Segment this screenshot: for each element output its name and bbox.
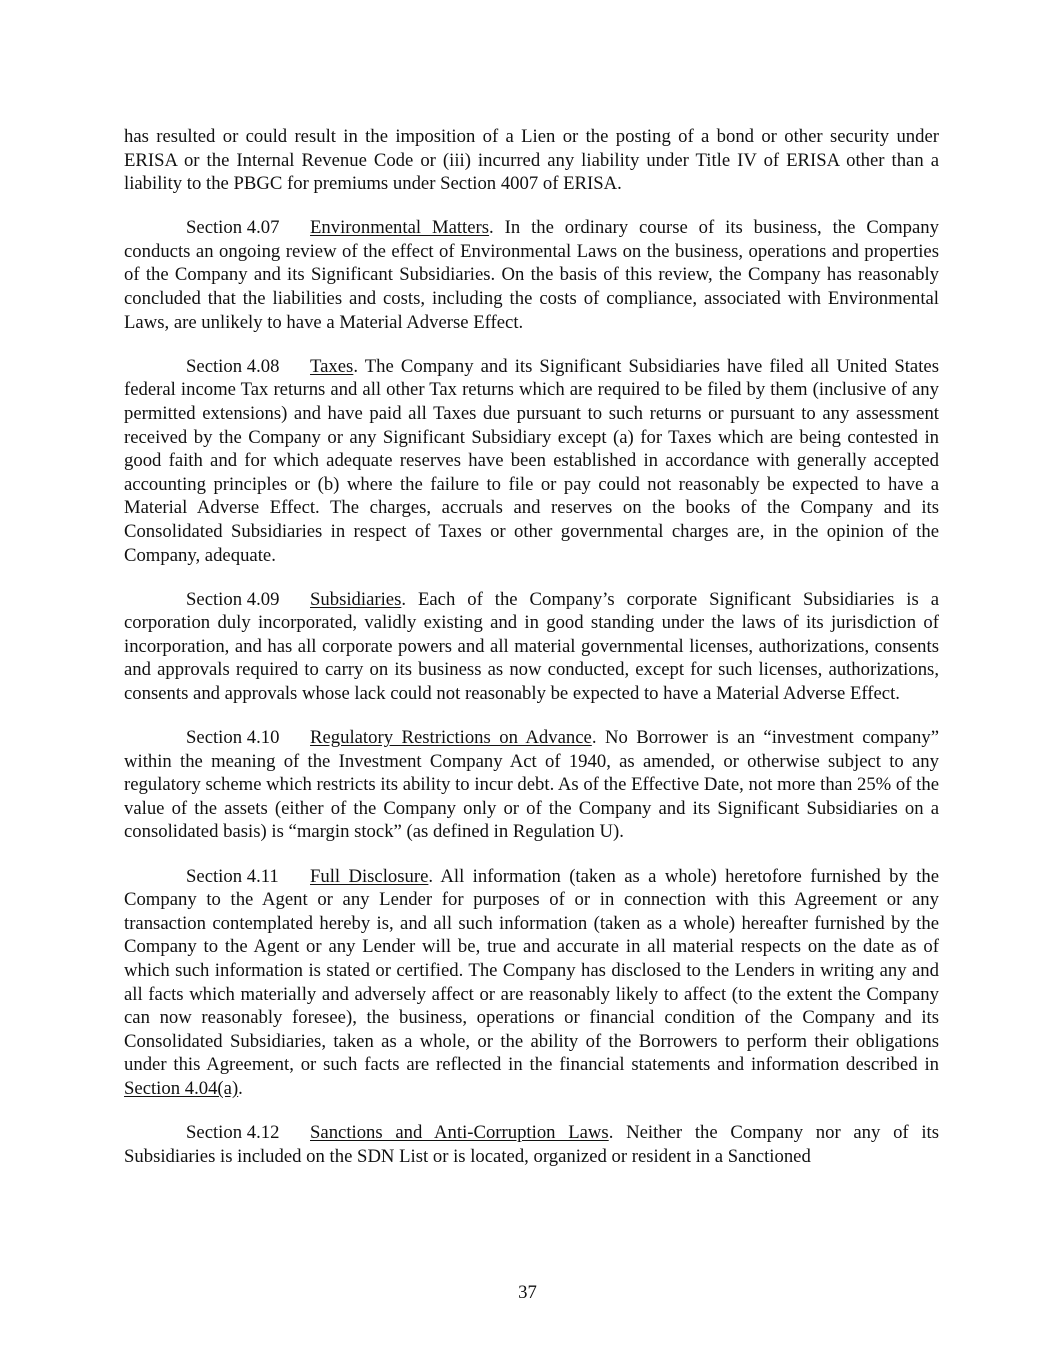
- section-number: Section 4.10: [186, 727, 280, 749]
- section-title: Full Disclosure: [310, 865, 429, 887]
- section-4-11: [124, 865, 939, 1101]
- section-number: Section 4.07: [186, 217, 280, 239]
- section-4-09: [124, 588, 939, 706]
- section-body: . Neither the Company nor any of its Subsidiaries is included on the SDN List or is located, organized or resident in a Sanctioned: [124, 1121, 940, 1167]
- continuation-text: has resulted or could result in the imposition of a Lien or the posting of a bond or other security under ERISA or the Internal Revenue Code or (iii) incurred any liability under Title IV of ERISA other than a liability to the PBGC for premiums under Section 4007 of ERISA.: [124, 126, 939, 195]
- cross-reference-link[interactable]: Section 4.04(a): [124, 1077, 239, 1099]
- section-number: Section 4.09: [186, 588, 280, 610]
- page-number: 37: [518, 1282, 537, 1303]
- section-body: . All information (taken as a whole) heretofore furnished by the Company to the Agent or any Lender for purposes of or in connection with this Agreement or any transaction contemplated hereby is, and all such information (taken as a whole) hereafter furnished by the Company to the Agent or any Lender will be, true and accurate in all material respects on the date as of which such information is stated or certified. The Company has disclosed to the Lenders in writing any and all facts which materially and adversely affect or are reasonably likely to affect (to the extent the Company can now reasonably foresee), the business, operations or financial condition of the Company and its Consolidated Subsidiaries, taken as a whole, or the ability of the Borrowers to perform their obligations under this Agreement, or such facts are reflected in the financial statements and information described in: [124, 865, 939, 1076]
- section-title: Subsidiaries: [310, 588, 402, 610]
- section-title: Environmental Matters: [310, 217, 490, 239]
- section-body: . Each of the Company’s corporate Significant Subsidiaries is a corporation duly incorporated, validly existing and in good standing under the laws of its jurisdiction of incorporation, and has all corporate powers and all material governmental licenses, authorizations, consents and approvals required to carry on its business as now conducted, except for such licenses, authorizations, consents and approvals whose lack could not reasonably be expected to have a Material Adverse Effect.: [124, 588, 939, 704]
- section-4-08: [124, 355, 939, 567]
- section-body: . The Company and its Significant Subsidiaries have filed all United States federal income Tax returns and all other Tax returns which are required to be filed by them (inclusive of any permitted extensions) and have paid all Taxes due pursuant to such returns or pursuant to any assessment received by the Company or any Significant Subsidiary except (a) for Taxes which are being contested in good faith and for which adequate reserves have been established in accordance with generally accepted accounting principles or (b) where the failure to file or pay could not reasonably be expected to have a Material Adverse Effect. The charges, accruals and reserves on the books of the Company and its Consolidated Subsidiaries in respect of Taxes or other governmental charges are, in the opinion of the Company, adequate.: [124, 355, 939, 566]
- section-number: Section 4.08: [186, 355, 280, 377]
- section-number: Section 4.11: [186, 865, 279, 887]
- section-4-10: [124, 726, 939, 844]
- section-title: Regulatory Restrictions on Advance: [310, 727, 592, 749]
- section-4-07: [124, 216, 939, 334]
- document-page: [124, 125, 939, 1189]
- paragraph-continuation: [124, 125, 939, 196]
- section-title: Sanctions and Anti-Corruption Laws: [310, 1121, 609, 1143]
- section-title: Taxes: [310, 355, 354, 377]
- section-body: . No Borrower is an “investment company” within the meaning of the Investment Company Act of 1940, as amended, or otherwise subject to any regulatory scheme which restricts its ability to incur debt. As of the Effective Date, not more than 25% of the value of the assets (either of the Company only or of the Company and its Significant Subsidiaries on a consolidated basis) is “margin stock” (as defined in Regulation U).: [124, 727, 939, 843]
- section-body: . In the ordinary course of its business, the Company conducts an ongoing review of the effect of Environmental Laws on the business, operations and properties of the Company and its Significant Subsidiaries. On the basis of this review, the Company has reasonably concluded that the liabilities and costs, including the costs of compliance, associated with Environmental Laws, are unlikely to have a Material Adverse Effect.: [124, 217, 939, 333]
- section-4-12: [124, 1121, 939, 1168]
- section-tail: .: [238, 1077, 243, 1099]
- section-number: Section 4.12: [186, 1121, 280, 1143]
